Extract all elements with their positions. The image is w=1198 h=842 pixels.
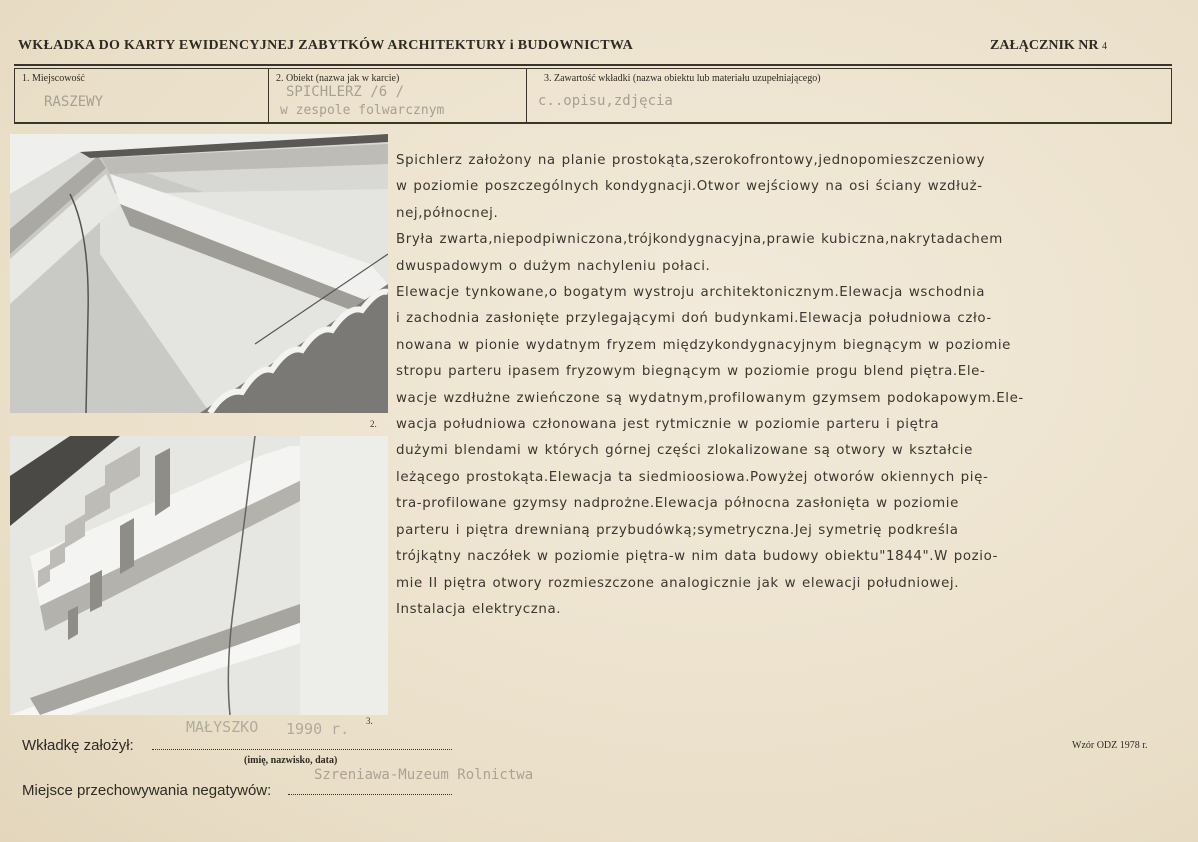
- form-pattern-label: Wzór ODZ 1978 r.: [1072, 740, 1148, 751]
- content-label: 3. Zawartość wkładki (nazwa obiektu lub materiału uzupełniającego): [544, 73, 821, 84]
- description-line: Elewacje tynkowane,o bogatym wystroju architektonicznym.Elewacja wschodnia: [396, 285, 986, 301]
- storage-label: Miejsce przechowywania negatywów:: [22, 782, 272, 799]
- author-date: 1990 r.: [286, 720, 350, 738]
- object-label: 2. Obiekt (nazwa jak w karcie): [276, 73, 400, 84]
- description-line: Instalacja elektryczna.: [396, 601, 562, 617]
- description-line: wacje wzdłużne zwieńczone są wydatnym,profilowanym gzymsem podokapowym.Ele-: [396, 390, 1024, 406]
- field-divider-2: [526, 68, 527, 122]
- description-line: stropu parteru ipasem fryzowym biegnącym w poziomie progu blend piętra.Ele-: [396, 364, 986, 380]
- description-line: Bryła zwarta,niepodpiwniczona,trójkondygnacyjna,prawie kubiczna,nakrytadachem: [396, 232, 1003, 248]
- header-rule-bottom: [14, 122, 1172, 124]
- annex-label: [990, 38, 1107, 54]
- author-dotted-line: [152, 749, 452, 750]
- locality-value: RASZEWY: [44, 94, 104, 110]
- storage-dotted-line: [288, 794, 452, 795]
- description-line: Spichlerz założony na planie prostokąta,szerokofrontowy,jednopomieszczeniowy: [396, 153, 986, 168]
- card-title: WKŁADKA DO KARTY EWIDENCYJNEJ ZABYTKÓW ARCHITEKTURY i BUDOWNICTWA: [18, 38, 634, 53]
- header-rule-top: [14, 64, 1172, 66]
- field-divider-1: [268, 68, 269, 122]
- annex-number: 4: [1102, 41, 1108, 52]
- description-line: mie II piętra otwory rozmieszczone analogicznie jak w elewacji południowej.: [396, 575, 960, 591]
- field-divider-left: [14, 68, 15, 122]
- description-line: nowana w pionie wydatnym fryzem międzykondygnacyjnym biegnącym w poziomie: [396, 337, 1011, 353]
- photo-gable-cornice: [10, 134, 388, 413]
- author-label: Wkładkę założył:: [22, 737, 134, 754]
- description-line: dwuspadowym o dużym nachyleniu połaci.: [396, 258, 711, 274]
- object-description: [396, 148, 1171, 623]
- description-line: leżącego prostokąta.Elewacja ta siedmioosiowa.Powyżej otworów okiennych pię-: [396, 469, 989, 485]
- description-line: wacja południowa członowana jest rytmicznie w poziomie parteru i piętra: [396, 417, 940, 433]
- field-divider-right: [1171, 68, 1172, 122]
- description-line: parteru i piętra drewnianą przybudówką;symetryczna.Jej symetrię podkreśla: [396, 522, 959, 538]
- description-line: w poziomie poszczególnych kondygnacji.Otwor wejściowy na osi ściany wzdłuż-: [396, 179, 983, 195]
- locality-label: 1. Miejscowość: [22, 73, 85, 84]
- photo-2-number: 3.: [366, 716, 373, 726]
- photo-facade-frieze: [10, 436, 388, 715]
- object-value-line2: w zespole folwarcznym: [280, 103, 445, 118]
- storage-value: Szreniawa-Muzeum Rolnictwa: [314, 767, 534, 783]
- content-value: c..opisu,zdjęcia: [538, 93, 673, 109]
- description-line: dużymi blendami w których górnej części zlokalizowane są otwory w kształcie: [396, 443, 973, 459]
- annex-label-text: ZAŁĄCZNIK NR: [990, 38, 1099, 53]
- object-value-line1: SPICHLERZ /6 /: [286, 84, 405, 100]
- description-line: i zachodnia zasłonięte przylegającymi doń budynkami.Elewacja południowa czło-: [396, 311, 992, 327]
- description-line: tra-profilowane gzymsy nadprożne.Elewacja północna zasłonięta w poziomie: [396, 496, 959, 512]
- photo-facade-frieze-image: [10, 436, 388, 715]
- photo-1-number: 2.: [370, 419, 377, 429]
- author-name: MAŁYSZKO: [186, 718, 259, 736]
- photo-gable-cornice-image: [10, 134, 388, 413]
- description-line: trójkątny naczółek w poziomie piętra-w nim data budowy obiektu"1844".W pozio-: [396, 549, 999, 565]
- description-line: nej,północnej.: [396, 205, 499, 221]
- header-rule-inner: [14, 68, 1172, 69]
- author-hint: (imię, nazwisko, data): [244, 755, 338, 766]
